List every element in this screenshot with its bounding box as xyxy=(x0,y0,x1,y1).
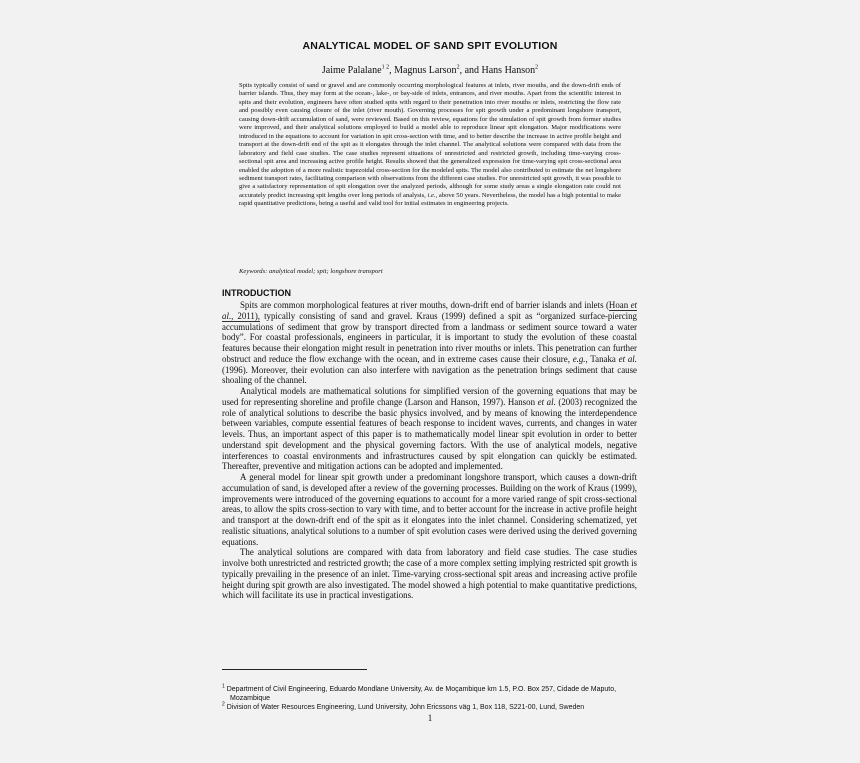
footnotes xyxy=(222,683,637,714)
author-name: Jaime Palalane xyxy=(321,65,382,76)
paragraph: Spits are common morphological features at river mouths, down-drift end of barrier islands and inlets (Hoan et al., 2011), typically consisting of sand and gravel. Kraus (1999) defined a spit as “organized surface-piercing accumulations of sediment that grow by transport directed from a landmass or sediment source toward a water body”. For coastal professionals, engineers in particular, it is important to study the evolution of these coastal features because their elongation might result in penetration into river mouths or inlets. This penetration can further obstruct and reduce the flow exchange with the ocean, and in extreme cases cause their closure, e.g., Tanaka et al. (1996). Moreover, their evolution can also interfere with navigation as the penetration brings sediment that cause shoaling of the channel. xyxy=(222,300,637,386)
author-name: Hans Hanson xyxy=(481,65,536,76)
footnote: $^1$ Department of Civil Engineering, Eduardo Mondlane University, Av. de Moçambique km 1.5, P.O. Box 257, Cidade de Maputo, Mozambique xyxy=(222,683,617,702)
author-line xyxy=(0,65,860,76)
abstract xyxy=(239,82,621,209)
abstract-text: Spits typically consist of sand or gravel and are commonly occurring morphological features at inlets, river mouths, and the down-drift ends of barrier islands. Thus, they may form at the ocean-, lake-, or bay-side of inlets, entrances, and river mouths. Apart from the scientific interest in spits and their evolution, engineers have often studied spits with regard to their penetration into river mouths or inlets, restricting the flow rate and possibly even causing closure of the inlet (river mouth). Governing processes for spit growth under a predominant longshore transport, causing down-drift accumulation of sand, were reviewed. Based on this review, equations for the simulation of spit growth from former studies were improved, and their analytical solutions employed to build a model able to reproduce linear spit elongation. Major modifications were introduced in the equations to account for variation in spit cross-section with time, and to better describe the increase in active profile height and transport at the down-drift end of the spit as it elongates through the inlet channel. The analytical solutions were compared with data from the laboratory and field case studies. The case studies represent situations of unrestricted and restricted growth, including time-varying cross-sectional spit area and increasing active profile height. Results showed that the generalized expression for time-varying spit cross-sectional area enabled the adoption of a more realistic trapezoidal cross-section for the modeled spits. The model also contributed to estimate the net longshore sediment transport rates, facilitating comparison with observations from the different case studies. For unrestricted spit growth, it was possible to give a satisfactory representation of spit elongation over the analyzed periods, although for some study areas a single elongation rate could not accurately predict increasing spit lengths over long periods of analysis, xyxy=(239,82,621,199)
keywords: Keywords: analytical model; spit; longshore transport xyxy=(239,268,383,275)
paper-title: ANALYTICAL MODEL OF SAND SPIT EVOLUTION xyxy=(302,40,558,52)
introduction-body xyxy=(222,300,637,601)
section-heading: INTRODUCTION xyxy=(222,288,291,298)
paragraph: A general model for linear spit growth under a predominant longshore transport, which causes a down-drift accumulation of sand, is developed after a review of the governing processes. Building on the work of Kraus (1999), improvements were introduced of the governing equations to account for a more varied range of spit cross-sectional areas, to allow the spits cross-section to vary with time, and to better account for the increase in active profile height and transport at the down-drift end of the spit as it elongates into the inlet channel. Considering schematized, yet realistic situations, analytical solutions to a number of spit evolution cases were derived using the derived governing equations. xyxy=(222,472,637,547)
citation-link[interactable]: Hoan et al., 2011), xyxy=(222,300,637,321)
paragraph: Analytical models are mathematical solutions for simplified version of the governing equations that may be used for representing shoreline and profile change (Larson and Hanson, 1997). Hanson et al. (2003) recognized the role of analytical solutions to describe the basic physics involved, and by means of knowing the interdependence between variables, compute essential features of beach response to incident waves, currents, and changes in water levels. Thus, an important aspect of this paper is to mathematically model linear spit evolution in order to better understand spit development and the physical governing factors. With the use of analytical models, negative interferences to coastal environments and infrastructures caused by spit elongation can quickly be estimated. Thereafter, preventive and mitigation actions can be adopted and implemented. xyxy=(222,386,638,472)
affiliation-mark: 1 2 xyxy=(381,64,390,71)
paragraph: The analytical solutions are compared with data from laboratory and field case studies. The case studies involve both unrestricted and restricted growth; the case of a more complex setting implying restricted spit growth is typically prevailing in the presence of an inlet. Time-varying cross-sectional spit areas and increasing active profile height during spit growth are also investigated. The model showed a high potential to make quantitative predictions, which will facilitate its use in practical investigations. xyxy=(222,547,637,601)
affiliation-mark: 2 xyxy=(535,64,539,71)
author-separator: , and xyxy=(459,65,482,76)
footnote: $^2$ Division of Water Resources Engineering, Lund University, John Ericssons väg 1, Box 118, S221-00, Lund, Sweden xyxy=(222,701,585,712)
abstract-italic: i.e. xyxy=(427,191,436,199)
author-name: Magnus Larson xyxy=(394,65,457,76)
abstract-text: , above 50 years. Nevertheless, the model has a high potential to make rapid quantitative predictions, being a useful and valid tool for initial estimates in engineering projects. xyxy=(239,191,621,208)
page-number: 1 xyxy=(427,713,433,723)
author-separator: , xyxy=(389,65,395,76)
affiliation-mark: 2 xyxy=(456,64,460,71)
footnote-divider xyxy=(222,669,367,670)
